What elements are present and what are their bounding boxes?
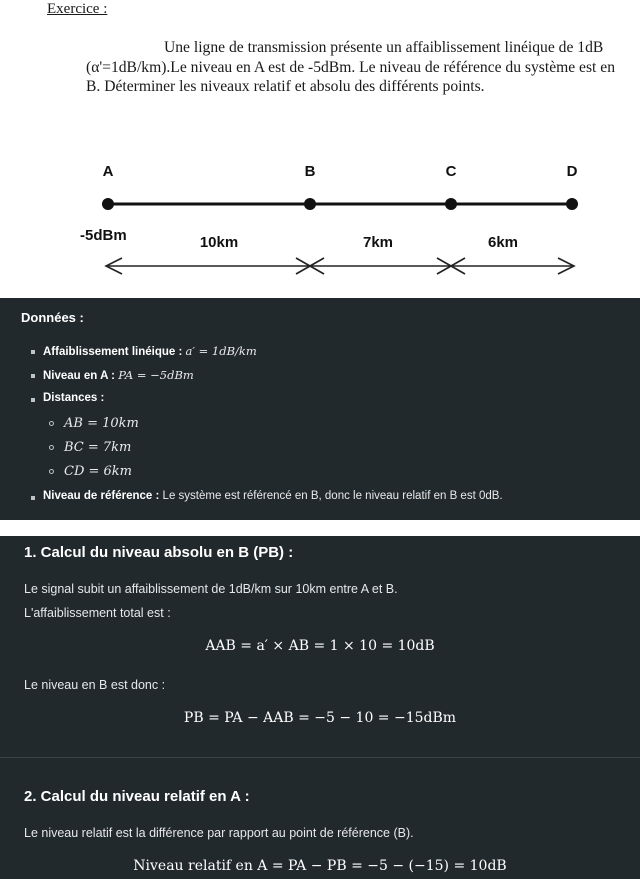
point-label-b: B bbox=[304, 163, 316, 180]
section1-text-1: Le signal subit un affaiblissement de 1dB/km sur 10km entre A et B. bbox=[24, 582, 398, 596]
item-value: PA = −5dBm bbox=[118, 368, 194, 382]
exercise-title: Exercice : bbox=[47, 1, 108, 17]
bullet-icon bbox=[31, 350, 35, 354]
section1-heading: 1. Calcul du niveau absolu en B (PB) : bbox=[24, 544, 294, 561]
equation-level-b: PB = PA − AAB = −5 − 10 = −15dBm bbox=[183, 710, 457, 726]
circle-bullet-icon bbox=[49, 469, 54, 474]
bullet-icon bbox=[31, 374, 35, 378]
exercise-statement: Une ligne de transmission présente un affaiblissement linéique de 1dB (α'=1dB/km).Le niveau en A est de -5dBm. Le niveau de référence du système est en B. Déterminer les niveaux relatif et absolu des différents points. bbox=[86, 39, 615, 95]
bullet-icon bbox=[31, 496, 35, 500]
section1-text-2: L'affaiblissement total est : bbox=[24, 606, 171, 620]
transmission-line-diagram bbox=[0, 150, 640, 290]
point-a-dot bbox=[102, 198, 114, 210]
distance-cd-label: 6km bbox=[487, 234, 519, 251]
point-b-dot bbox=[304, 198, 316, 210]
item-label: Distances : bbox=[43, 392, 105, 404]
circle-bullet-icon bbox=[49, 421, 54, 426]
section2-heading: 2. Calcul du niveau relatif en A : bbox=[24, 788, 250, 805]
point-label-d: D bbox=[566, 163, 578, 180]
item-label: Affaiblissement linéique : bbox=[43, 346, 183, 358]
distance-cd: CD = 6km bbox=[64, 464, 133, 479]
item-label: Niveau en A : bbox=[43, 370, 115, 382]
item-label: Niveau de référence : bbox=[43, 490, 160, 502]
item-value: a′ = 1dB/km bbox=[185, 344, 257, 358]
section2-text-1: Le niveau relatif est la différence par rapport au point de référence (B). bbox=[24, 826, 414, 840]
distance-ab-label: 10km bbox=[199, 234, 239, 251]
diagram-lines bbox=[0, 150, 640, 290]
circle-bullet-icon bbox=[49, 445, 54, 450]
distance-arrow bbox=[106, 258, 574, 274]
item-value: Le système est référencé en B, donc le niveau relatif en B est 0dB. bbox=[162, 490, 503, 502]
donnees-title: Données : bbox=[21, 310, 84, 325]
section-divider bbox=[0, 757, 640, 758]
section1-text-3: Le niveau en B est donc : bbox=[24, 678, 166, 692]
equation-relative-a: Niveau relatif en A = PA − PB = −5 − (−15) = 10dB bbox=[133, 858, 507, 874]
solution-panel bbox=[0, 536, 640, 879]
exercise-block bbox=[0, 0, 640, 298]
level-a-label: -5dBm bbox=[80, 227, 127, 244]
point-c-dot bbox=[445, 198, 457, 210]
bullet-icon bbox=[31, 398, 35, 402]
distance-bc-label: 7km bbox=[362, 234, 394, 251]
point-label-c: C bbox=[445, 163, 457, 180]
point-d-dot bbox=[566, 198, 578, 210]
distance-bc: BC = 7km bbox=[64, 440, 132, 455]
distance-ab: AB = 10km bbox=[64, 416, 139, 431]
point-label-a: A bbox=[102, 163, 114, 180]
donnees-panel bbox=[0, 298, 640, 520]
equation-attenuation: AAB = a′ × AB = 1 × 10 = 10dB bbox=[205, 638, 435, 654]
